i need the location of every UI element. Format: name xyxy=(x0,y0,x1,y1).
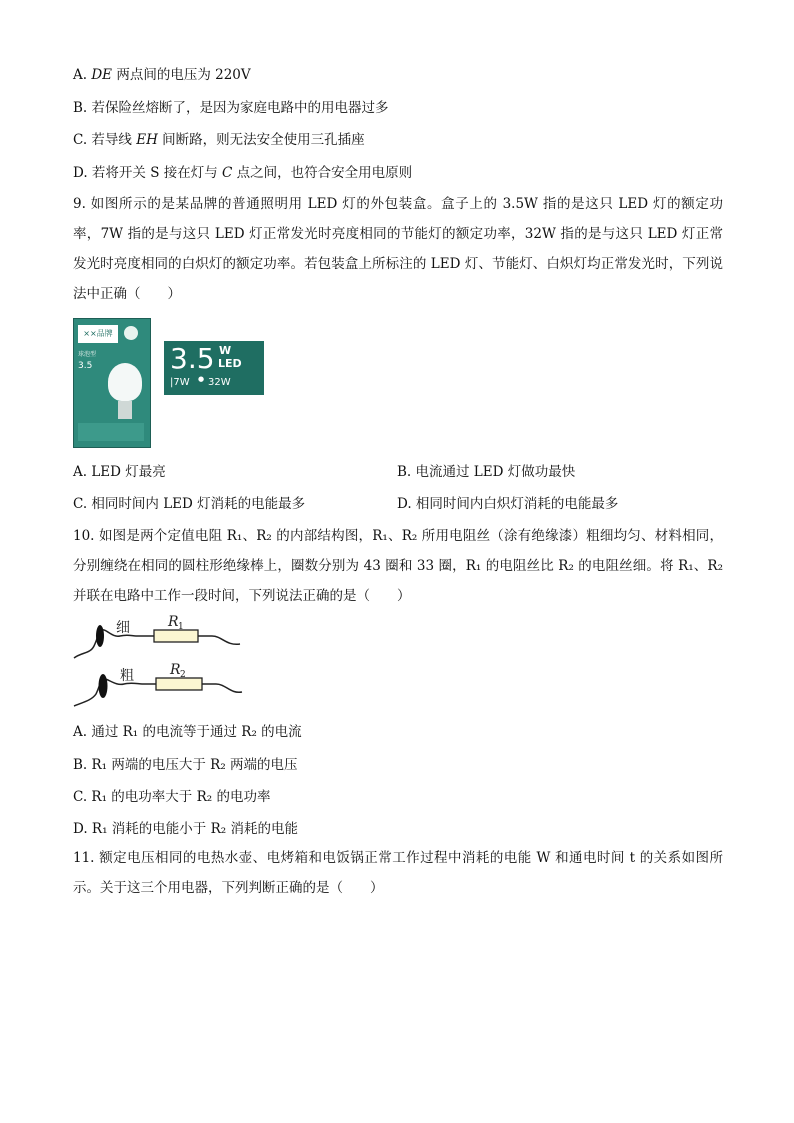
r1-symbol: R xyxy=(168,614,179,630)
q10-option-a: A. 通过 R₁ 的电流等于通过 R₂ 的电流 xyxy=(73,724,302,740)
bulb-base-icon xyxy=(118,401,132,419)
resistor-r2 xyxy=(74,662,242,706)
q9-option-d: D. 相同时间内白炽灯消耗的电能最多 xyxy=(397,496,619,512)
r2-subscript: 2 xyxy=(180,670,186,680)
r1-lead-blob xyxy=(96,625,104,647)
q10-option-b: B. R₁ 两端的电压大于 R₂ 两端的电压 xyxy=(73,757,298,773)
r2-symbol: R xyxy=(170,662,181,678)
q8-option-d-text: 点之间，也符合安全用电原则 xyxy=(232,165,413,181)
q9-stem: 9. 如图所示的是某品牌的普通照明用 LED 灯的外包装盒。盒子上的 3.5W 指的是这只 LED 灯的额定功率，7W 指的是与这只 LED 灯正常发光时亮度相同的节能灯的额定功率，32W 指的是与这只 LED 灯正常发光时亮度相同的白炽灯的额定功率。若包装盒上所标注的 LED 灯、节能灯、白炽灯均正常发光时，下列说法中正确（ ） xyxy=(73,196,723,302)
package-bottom-band xyxy=(78,423,144,441)
q8-option-c-prefix: C. 若导线 xyxy=(73,132,137,148)
led-package-image xyxy=(73,318,151,448)
q9-option-b: B. 电流通过 LED 灯做功最快 xyxy=(397,464,576,480)
resistor-r1 xyxy=(74,614,240,658)
zoom-compare-32w: 32W xyxy=(208,377,231,388)
r2-thick-label: 粗 xyxy=(120,668,134,684)
bulb-icon xyxy=(108,363,142,401)
q8-option-b: B. 若保险丝熔断了，是因为家庭电路中的用电器过多 xyxy=(73,100,389,116)
r1-thin-label: 细 xyxy=(116,620,130,636)
q9-option-c: C. 相同时间内 LED 灯消耗的电能最多 xyxy=(73,496,306,512)
q8-option-c xyxy=(73,131,365,149)
q8-option-d xyxy=(73,164,412,182)
q10-stem: 10. 如图是两个定值电阻 R₁、R₂ 的内部结构图，R₁、R₂ 所用电阻丝（涂有绝缘漆）粗细均匀、材料相同，分别缠绕在相同的圆柱形绝缘棒上，圈数分别为 43 圈和 33 圈，R₁ 的电阻丝比 R₂ 的电阻丝细。将 R₁、R₂ 并联在电路中工作一段时间，下列说法正确的是（ ） xyxy=(73,528,723,604)
r2-lead-blob xyxy=(99,674,108,698)
q8-option-a-prefix: A. xyxy=(73,67,92,83)
zoom-compare-7w: |7W xyxy=(170,377,190,388)
r2-body xyxy=(156,678,202,690)
zoom-power-unit: W xyxy=(219,344,232,357)
bulb-icon-small: ● xyxy=(198,375,205,383)
q8-option-a xyxy=(73,66,251,84)
brand-logo-icon xyxy=(124,326,138,340)
zoom-led-label: LED xyxy=(218,357,242,370)
resistor-structure-figure xyxy=(72,612,252,712)
q8-option-a-points: DE xyxy=(91,67,113,83)
q8-option-d-prefix: D. 若将开关 S 接在灯与 xyxy=(73,165,223,181)
q8-option-c-text: 间断路，则无法安全使用三孔插座 xyxy=(157,132,365,148)
q10-option-d: D. R₁ 消耗的电能小于 R₂ 消耗的电能 xyxy=(73,821,298,837)
zoom-power-value: 3.5 xyxy=(170,342,215,375)
q8-option-a-text: 两点间的电压为 220V xyxy=(112,67,251,83)
q8-option-c-wire: EH xyxy=(136,132,158,148)
led-package-zoom xyxy=(164,341,264,395)
q11-stem: 11. 额定电压相同的电热水壶、电烤箱和电饭锅正常工作过程中消耗的电能 W 和通电时间 t 的关系如图所示。关于这三个用电器，下列判断正确的是（ ） xyxy=(73,850,723,896)
package-brand-label: ××品牌 xyxy=(78,325,118,343)
r1-body xyxy=(154,630,198,642)
package-subtitle: 球泡型 xyxy=(78,351,97,358)
package-power-small: 3.5 xyxy=(78,361,93,371)
q8-option-d-point: C xyxy=(222,165,233,181)
r1-subscript: 1 xyxy=(178,622,184,632)
q10-option-c: C. R₁ 的电功率大于 R₂ 的电功率 xyxy=(73,789,271,805)
q9-option-a: A. LED 灯最亮 xyxy=(73,464,166,480)
